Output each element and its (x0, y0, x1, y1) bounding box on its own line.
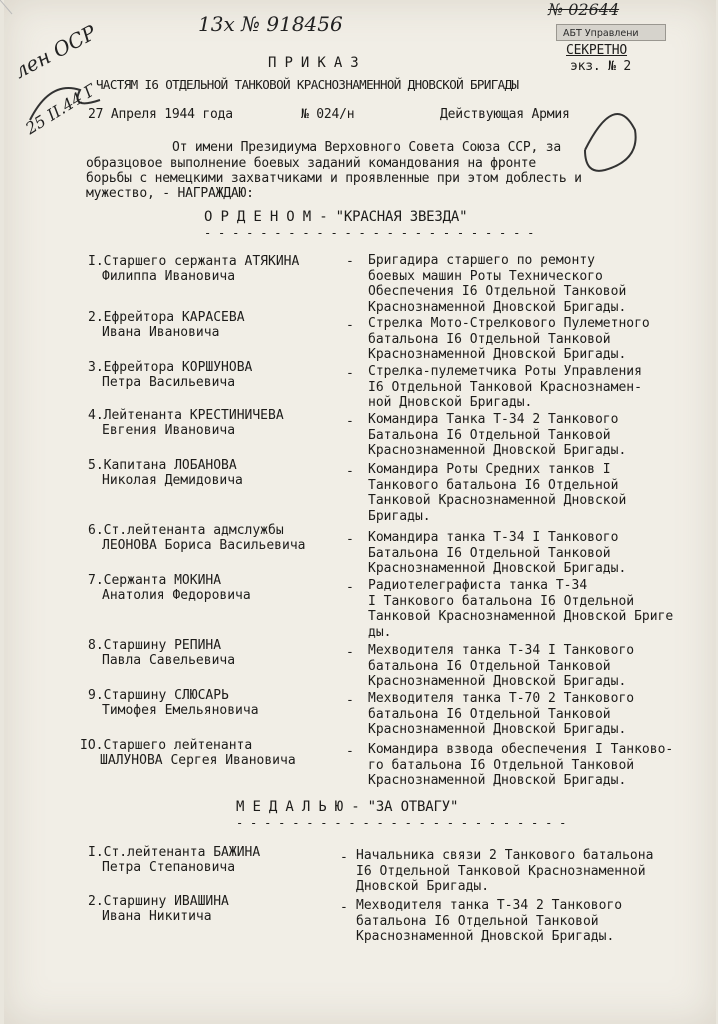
award-entry-name: 3.Ефрейтора КОРШУНОВА Петра Васильевича (88, 360, 253, 390)
corner-fold (0, 0, 12, 14)
award-entry-position: Начальника связи 2 Танкового батальона I6 Отдельной Танковой Краснознаменной Дновской Бригады. (356, 848, 654, 894)
entry-dash: - (340, 850, 348, 865)
copy-number: экз. № 2 (570, 59, 632, 74)
award-entry-position: Командира взвода обеспечения I Танково- го батальона I6 Отдельной Танковой Краснознаменной Дновской Бригады. (368, 742, 674, 788)
award-entry-position: Стрелка-пулеметчика Роты Управления I6 Отдельной Танковой Краснознамен- ной Дновской Бригады. (368, 364, 642, 410)
preamble-line: мужество, - НАГРАЖДАЮ: (86, 186, 254, 201)
registry-stamp: АБТ Управлени (556, 24, 666, 41)
award-entry-position: Командира танка Т-34 I Танкового Батальона I6 Отдельной Танковой Краснознаменной Дновской Бригады. (368, 530, 627, 576)
signature-circle (585, 114, 636, 171)
award-entry-position: Мехводителя танка Т-34 2 Танкового батальона I6 Отдельной Танковой Краснознаменной Дновской Бригады. (356, 898, 623, 944)
section-heading-bravery-medal: М Е Д А Л Ь Ю - "ЗА ОТВАГУ" (236, 799, 459, 815)
entry-dash: - (346, 532, 354, 547)
entry-dash: - (346, 414, 354, 429)
entry-dash: - (346, 318, 354, 333)
award-entry-name: 8.Старшину РЕПИНА Павла Савельевича (88, 638, 236, 668)
award-entry-name: I.Ст.лейтенанта БАЖИНА Петра Степановича (88, 845, 261, 875)
award-entry-position: Мехводителя танка Т-70 2 Танкового батальона I6 Отдельной Танковой Краснознаменной Дновской Бригады. (368, 691, 635, 737)
section-heading-red-star: О Р Д Е Н О М - "КРАСНАЯ ЗВЕЗДА" (204, 209, 468, 225)
section-heading-underline: - - - - - - - - - - - - - - - - - - - - - - - - (204, 226, 535, 240)
entry-dash: - (346, 366, 354, 381)
margin-note-date: 25 ІІ.44 Г (22, 80, 100, 139)
award-entry-name: 4.Лейтенанта КРЕСТИНИЧЕВА Евгения Ивановича (88, 408, 284, 438)
award-entry-position: Бригадира старшего по ремонту боевых машин Роты Технического Обеспечения I6 Отдельной Танковой Краснознаменной Дновской Бригады. (368, 253, 627, 315)
award-entry-name: 6.Ст.лейтенанта адмслужбы ЛЕОНОВА Бориса Васильевича (88, 523, 306, 553)
order-place: Действующая Армия (440, 107, 570, 122)
award-entry-name: 2.Ефрейтора КАРАСЕВА Ивана Ивановича (88, 310, 245, 340)
entry-dash: - (346, 254, 354, 269)
archive-ref: № 02644 (548, 0, 620, 19)
award-entry-position: Стрелка Мото-Стрелкового Пулеметного батальона I6 Отдельной Танковой Краснознаменной Дновской Бригады. (368, 316, 650, 362)
entry-dash: - (346, 744, 354, 759)
award-entry-name: I.Старшего сержанта АТЯКИНА Филиппа Ивановича (88, 254, 300, 284)
award-entry-name: 5.Капитана ЛОБАНОВА Николая Демидовича (88, 458, 243, 488)
order-number: № 024/н (301, 107, 355, 122)
order-date: 27 Апреля 1944 года (88, 107, 233, 122)
award-entry-name: 2.Старшину ИВАШИНА Ивана Никитича (88, 894, 229, 924)
award-entry-position: Мехводителя танка Т-34 I Танкового батальона I6 Отдельной Танковой Краснознаменной Дновской Бригады. (368, 643, 635, 689)
award-entry-name: 9.Старшину СЛЮСАРЬ Тимофея Емельяновича (88, 688, 259, 718)
preamble-line: борьбы с немецкими захватчиками и проявленные при этом доблесть и (86, 171, 582, 186)
archive-number: 13х № 918456 (198, 12, 343, 36)
entry-dash: - (346, 580, 354, 595)
award-entry-position: Командира Танка Т-34 2 Танкового Батальона I6 Отдельной Танковой Краснознаменной Дновской Бригады. (368, 412, 627, 458)
award-entry-position: Радиотелеграфиста танка Т-34 I Танкового батальона I6 Отдельной Танковой Краснознаменной Дновской Бриге ды. (368, 578, 674, 640)
entry-dash: - (340, 900, 348, 915)
section-heading-underline: - - - - - - - - - - - - - - - - - - - - - - - - (236, 816, 567, 830)
order-title: П Р И К А З (268, 55, 359, 71)
entry-dash: - (346, 464, 354, 479)
margin-note-resolution: лен ОСР (10, 20, 101, 84)
entry-dash: - (346, 645, 354, 660)
preamble-line: От имени Президиума Верховного Совета Союза ССР, за (172, 140, 561, 155)
secrecy-label: СЕКРЕТНО (566, 43, 628, 58)
award-entry-name: 7.Сержанта МОКИНА Анатолия Федоровича (88, 573, 251, 603)
order-subtitle: ЧАСТЯМ I6 ОТДЕЛЬНОЙ ТАНКОВОЙ КРАСНОЗНАМЕННОЙ ДНОВСКОЙ БРИГАДЫ (96, 77, 519, 92)
preamble-line: образцовое выполнение боевых заданий командования на фронте (86, 156, 536, 171)
entry-dash: - (346, 693, 354, 708)
award-entry-name: IO.Старшего лейтенанта ШАЛУНОВА Сергея Ивановича (80, 738, 296, 768)
award-entry-position: Командира Роты Средних танков I Танкового батальона I6 Отдельной Танковой Краснознаменной Дновской Бригады. (368, 462, 627, 524)
